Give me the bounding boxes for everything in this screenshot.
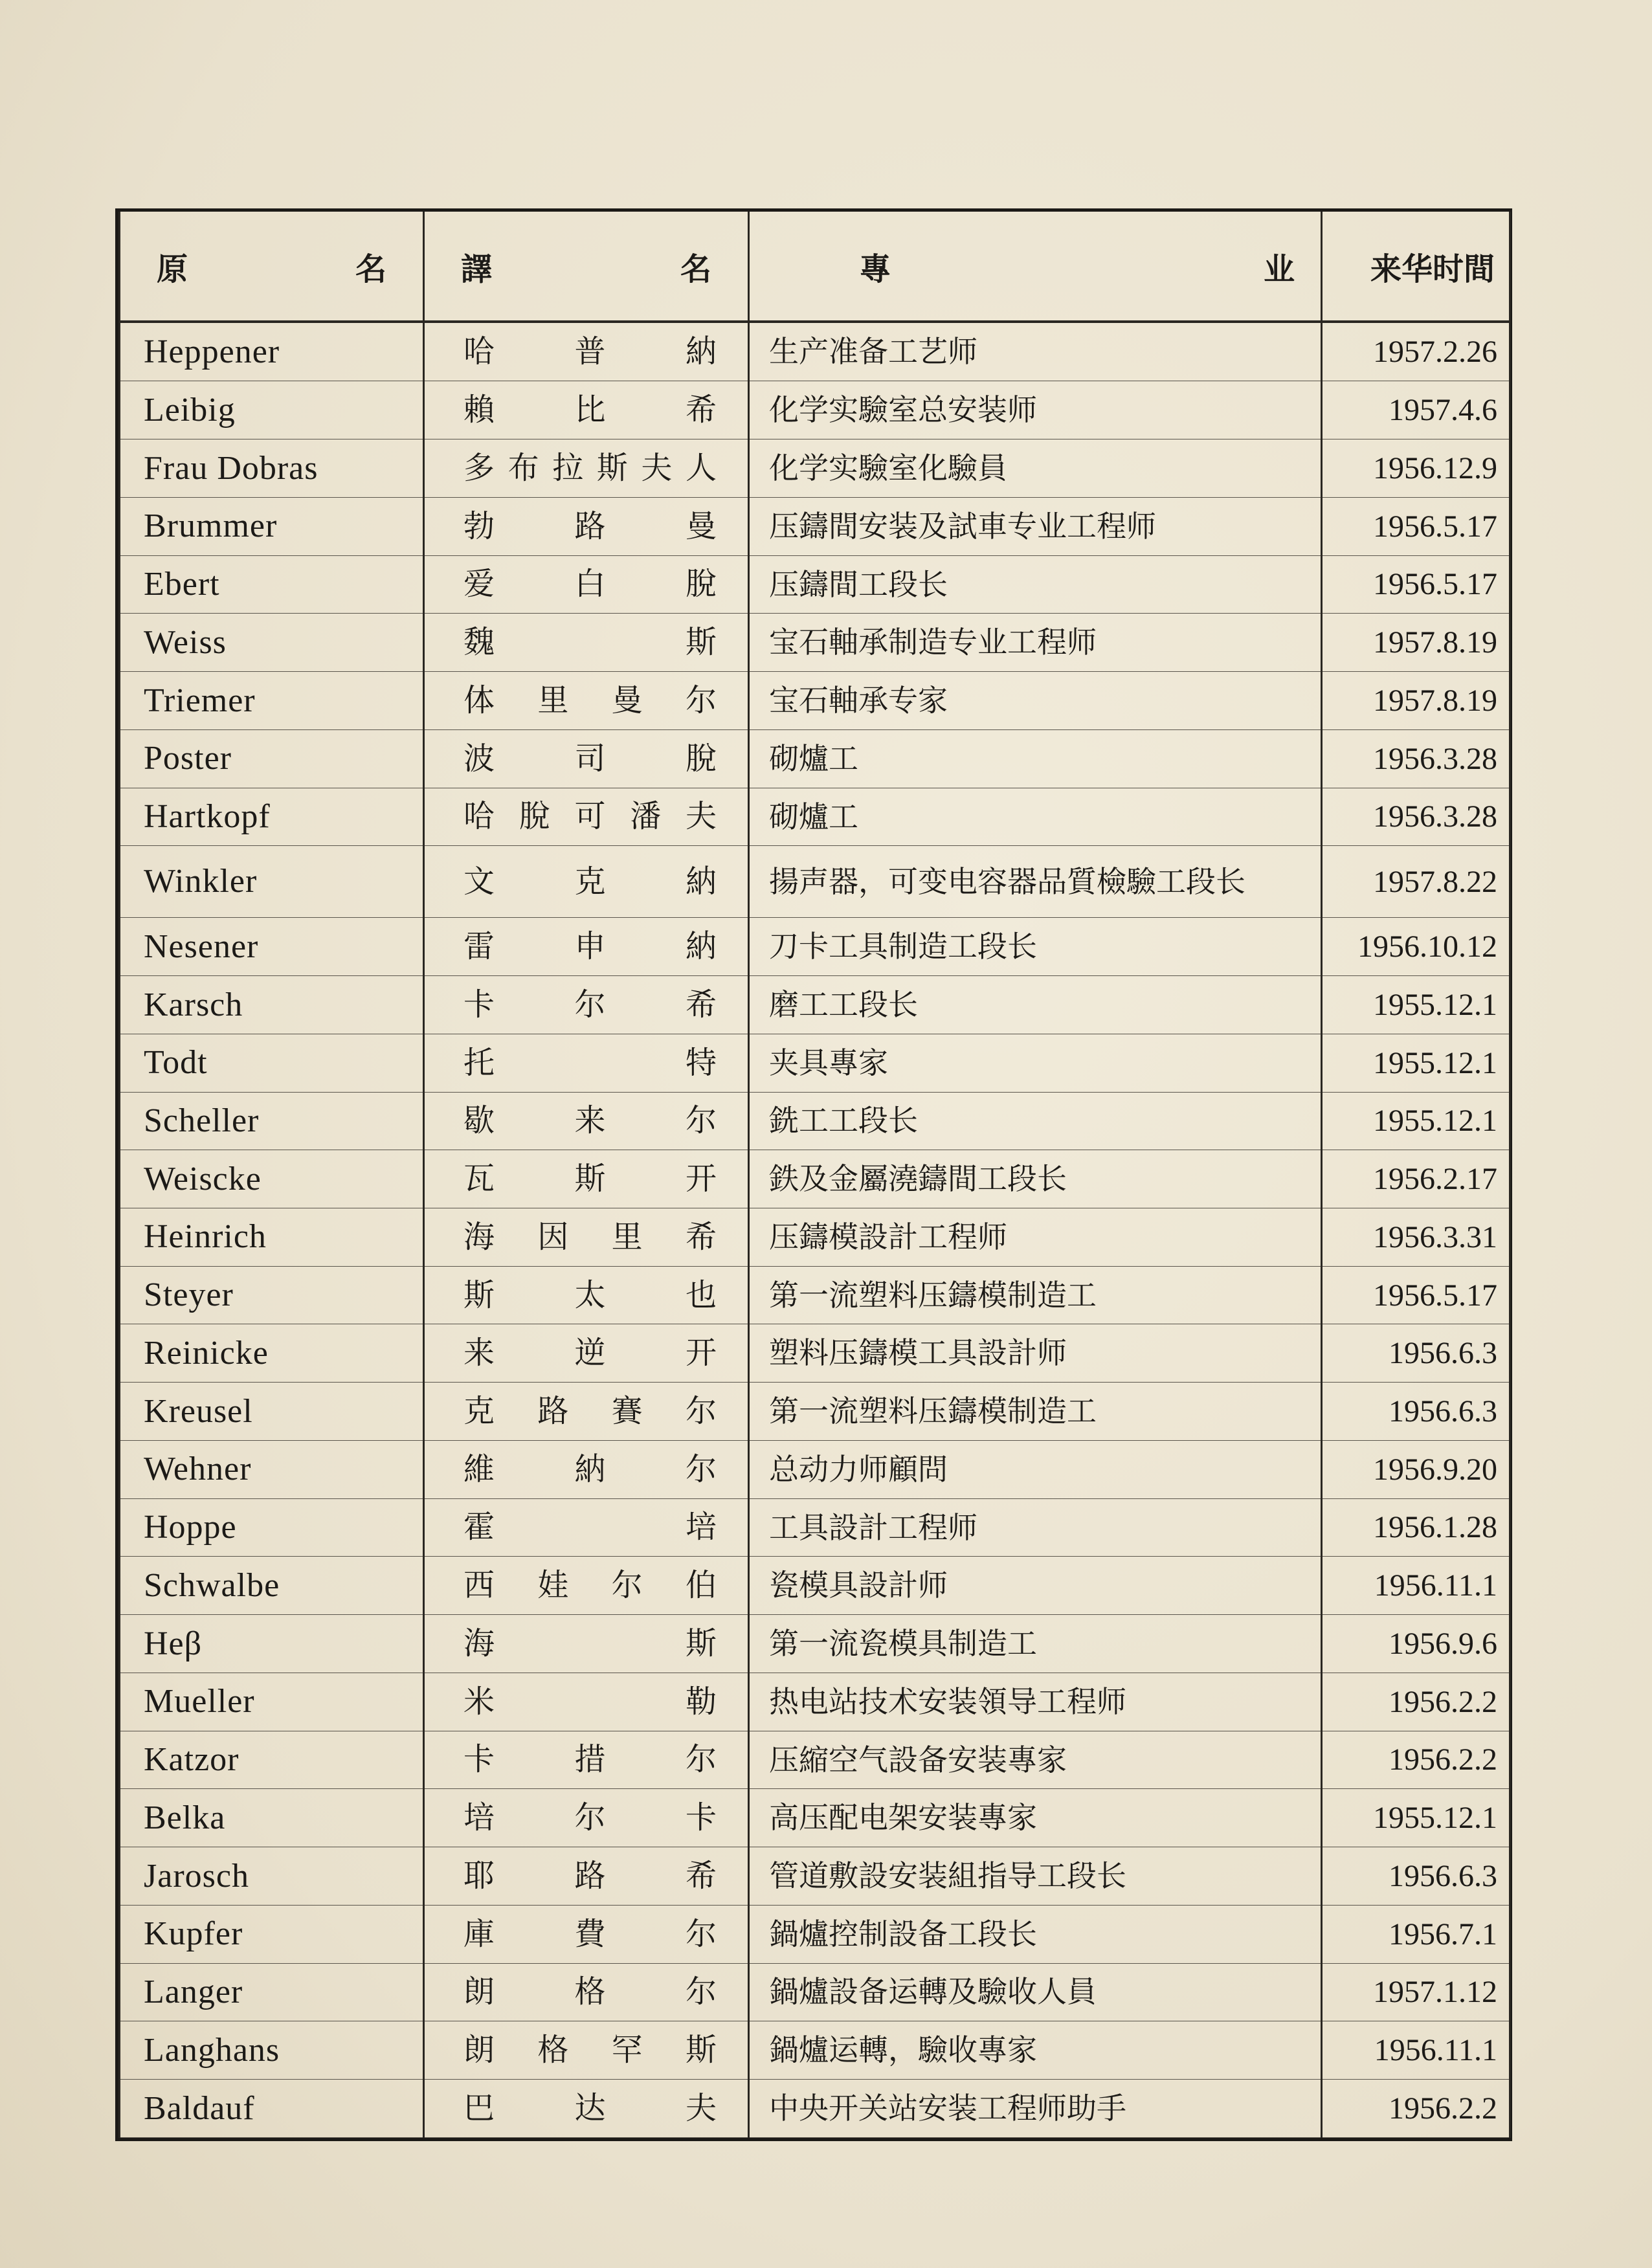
cell-arrival-date: 1956.3.28 xyxy=(1322,788,1510,846)
translated-name-char: 賴 xyxy=(463,392,495,428)
cell-arrival-date: 1956.9.6 xyxy=(1322,1615,1510,1673)
translated-name-char: 特 xyxy=(685,1044,717,1081)
cell-original-name: Karsch xyxy=(120,976,424,1034)
translated-name-char: 克 xyxy=(463,1392,495,1429)
cell-translated-name xyxy=(424,1731,749,1789)
cell-arrival-date: 1956.7.1 xyxy=(1322,1905,1510,1963)
translated-name-char: 措 xyxy=(574,1741,606,1778)
header-translated-name-char-1: 譯 xyxy=(461,250,493,287)
translated-name-char: 尔 xyxy=(685,1102,717,1139)
cell-original-name: Heβ xyxy=(120,1615,424,1673)
cell-translated-name xyxy=(424,2080,749,2138)
translated-name-text xyxy=(463,1103,717,1139)
cell-original-name: Weiss xyxy=(120,614,424,672)
cell-translated-name xyxy=(424,1266,749,1324)
translated-name-char: 希 xyxy=(685,1857,717,1894)
table-row xyxy=(120,381,1510,439)
cell-translated-name xyxy=(424,672,749,730)
translated-name-char: 脫 xyxy=(685,740,717,777)
cell-arrival-date: 1956.5.17 xyxy=(1322,497,1510,555)
cell-translated-name xyxy=(424,1208,749,1267)
translated-name-text xyxy=(463,334,717,370)
cell-original-name: Scheller xyxy=(120,1092,424,1150)
translated-name-char: 托 xyxy=(463,1044,495,1081)
cell-profession: 高压配电架安装專家 xyxy=(749,1789,1322,1847)
cell-arrival-date: 1955.12.1 xyxy=(1322,976,1510,1034)
translated-name-char: 庫 xyxy=(463,1915,495,1952)
cell-original-name: Schwalbe xyxy=(120,1557,424,1615)
translated-name-char: 海 xyxy=(463,1625,495,1662)
cell-translated-name xyxy=(424,381,749,439)
translated-name-char: 朗 xyxy=(463,1973,495,2010)
translated-name-char: 脫 xyxy=(685,566,717,603)
cell-translated-name xyxy=(424,729,749,788)
translated-name-char: 曼 xyxy=(685,507,717,544)
translated-name-char: 路 xyxy=(574,507,606,544)
cell-translated-name xyxy=(424,1847,749,1906)
cell-translated-name xyxy=(424,1615,749,1673)
cell-original-name: Wehner xyxy=(120,1440,424,1498)
translated-name-char: 哈 xyxy=(463,333,495,370)
translated-name-char: 曼 xyxy=(611,682,643,718)
cell-profession: 热电站技术安装領导工程师 xyxy=(749,1673,1322,1731)
translated-name-char: 卡 xyxy=(685,1799,717,1836)
expert-table-frame xyxy=(115,208,1512,2141)
translated-name-char: 里 xyxy=(537,682,569,718)
cell-arrival-date: 1957.8.19 xyxy=(1322,672,1510,730)
cell-profession: 銑工工段长 xyxy=(749,1092,1322,1150)
translated-name-text xyxy=(463,683,717,718)
table-row xyxy=(120,1789,1510,1847)
cell-original-name: Belka xyxy=(120,1789,424,1847)
header-original-name-char-2: 名 xyxy=(355,250,386,287)
translated-name-char: 太 xyxy=(574,1276,606,1313)
cell-original-name: Frau Dobras xyxy=(120,439,424,498)
translated-name-char: 尔 xyxy=(685,1741,717,1778)
table-row xyxy=(120,614,1510,672)
cell-original-name: Katzor xyxy=(120,1731,424,1789)
table-row xyxy=(120,497,1510,555)
translated-name-char: 夫 xyxy=(685,798,717,835)
translated-name-char: 希 xyxy=(685,392,717,428)
translated-name-char: 納 xyxy=(574,1451,606,1487)
translated-name-char: 开 xyxy=(685,1335,717,1372)
translated-name-char: 希 xyxy=(685,1218,717,1255)
cell-arrival-date: 1955.12.1 xyxy=(1322,1789,1510,1847)
cell-translated-name xyxy=(424,1557,749,1615)
translated-name-char: 耶 xyxy=(463,1857,495,1894)
translated-name-char: 路 xyxy=(574,1857,606,1894)
table-row xyxy=(120,439,1510,498)
cell-profession: 工具設計工程师 xyxy=(749,1498,1322,1557)
cell-original-name: Baldauf xyxy=(120,2080,424,2138)
translated-name-char: 因 xyxy=(537,1218,569,1255)
table-row xyxy=(120,1557,1510,1615)
translated-name-text xyxy=(463,1278,717,1313)
header-translated-name xyxy=(424,212,749,322)
cell-profession: 揚声器，可变电容器品質檢驗工段长 xyxy=(749,846,1322,918)
cell-translated-name xyxy=(424,1673,749,1731)
translated-name-text xyxy=(463,1684,717,1720)
cell-translated-name xyxy=(424,1383,749,1441)
translated-name-char: 卡 xyxy=(463,1741,495,1778)
cell-translated-name xyxy=(424,788,749,846)
translated-name-text xyxy=(463,1219,717,1255)
table-row xyxy=(120,1673,1510,1731)
cell-arrival-date: 1956.10.12 xyxy=(1322,918,1510,976)
translated-name-char: 費 xyxy=(574,1915,606,1952)
expert-table xyxy=(118,212,1511,2138)
cell-translated-name xyxy=(424,555,749,614)
translated-name-char: 可 xyxy=(574,798,606,835)
translated-name-char: 朗 xyxy=(463,2032,495,2069)
cell-profession: 鍋爐控制設备工段长 xyxy=(749,1905,1322,1963)
table-row xyxy=(120,1731,1510,1789)
cell-profession: 瓷模具設計师 xyxy=(749,1557,1322,1615)
cell-translated-name xyxy=(424,1440,749,1498)
translated-name-text xyxy=(463,1974,717,2010)
translated-name-char: 斯 xyxy=(574,1161,606,1197)
translated-name-char: 多 xyxy=(463,449,495,486)
translated-name-char: 雷 xyxy=(463,928,495,965)
translated-name-char: 培 xyxy=(685,1509,717,1546)
translated-name-text xyxy=(463,799,717,834)
table-row xyxy=(120,1847,1510,1906)
translated-name-char: 勒 xyxy=(685,1683,717,1720)
translated-name-char: 路 xyxy=(537,1392,569,1429)
translated-name-text xyxy=(463,2032,717,2068)
table-row xyxy=(120,2021,1510,2080)
cell-profession: 压鑄間工段长 xyxy=(749,555,1322,614)
cell-translated-name xyxy=(424,322,749,381)
translated-name-text xyxy=(463,1626,717,1662)
translated-name-char: 普 xyxy=(574,333,606,370)
translated-name-char: 比 xyxy=(574,392,606,428)
translated-name-text xyxy=(463,987,717,1023)
table-row xyxy=(120,846,1510,918)
cell-original-name: Kreusel xyxy=(120,1383,424,1441)
cell-profession: 压鑄模設計工程师 xyxy=(749,1208,1322,1267)
cell-translated-name xyxy=(424,1034,749,1092)
translated-name-text xyxy=(463,1045,717,1081)
header-translated-name-char-2: 名 xyxy=(680,250,711,287)
table-row xyxy=(120,1034,1510,1092)
cell-profession: 管道敷設安装組指导工段长 xyxy=(749,1847,1322,1906)
translated-name-char: 哈 xyxy=(463,798,495,835)
translated-name-char: 尔 xyxy=(685,1915,717,1952)
translated-name-text xyxy=(463,1452,717,1487)
translated-name-text xyxy=(463,1917,717,1952)
translated-name-char: 尔 xyxy=(574,1799,606,1836)
cell-profession: 化学实驗室总安装师 xyxy=(749,381,1322,439)
translated-name-char: 也 xyxy=(685,1276,717,1313)
translated-name-text xyxy=(463,1335,717,1371)
cell-profession: 夹具專家 xyxy=(749,1034,1322,1092)
cell-original-name: Langhans xyxy=(120,2021,424,2080)
translated-name-char: 尔 xyxy=(611,1567,643,1604)
translated-name-char: 魏 xyxy=(463,624,495,661)
cell-original-name: Todt xyxy=(120,1034,424,1092)
translated-name-char: 来 xyxy=(574,1102,606,1139)
table-row xyxy=(120,1383,1510,1441)
cell-translated-name xyxy=(424,1905,749,1963)
translated-name-char: 勃 xyxy=(463,507,495,544)
cell-original-name: Brummer xyxy=(120,497,424,555)
cell-arrival-date: 1957.8.19 xyxy=(1322,614,1510,672)
translated-name-char: 克 xyxy=(574,863,606,900)
cell-arrival-date: 1956.3.31 xyxy=(1322,1208,1510,1267)
translated-name-char: 申 xyxy=(574,928,606,965)
translated-name-char: 海 xyxy=(463,1218,495,1255)
table-row xyxy=(120,729,1510,788)
table-row xyxy=(120,322,1510,381)
translated-name-char: 夫 xyxy=(641,449,673,486)
translated-name-char: 波 xyxy=(463,740,495,777)
translated-name-char: 納 xyxy=(685,863,717,900)
table-row xyxy=(120,672,1510,730)
cell-translated-name xyxy=(424,439,749,498)
table-row xyxy=(120,1440,1510,1498)
translated-name-char: 納 xyxy=(685,333,717,370)
translated-name-char: 人 xyxy=(685,449,717,486)
cell-arrival-date: 1956.11.1 xyxy=(1322,1557,1510,1615)
translated-name-char: 白 xyxy=(574,566,606,603)
cell-original-name: Reinicke xyxy=(120,1324,424,1383)
table-row xyxy=(120,1905,1510,1963)
translated-name-char: 瓦 xyxy=(463,1161,495,1197)
translated-name-text xyxy=(463,929,717,964)
translated-name-char: 斯 xyxy=(685,624,717,661)
cell-original-name: Steyer xyxy=(120,1266,424,1324)
cell-arrival-date: 1956.2.2 xyxy=(1322,2080,1510,2138)
cell-original-name: Weiscke xyxy=(120,1150,424,1208)
cell-original-name: Hartkopf xyxy=(120,788,424,846)
translated-name-char: 尔 xyxy=(685,1392,717,1429)
table-row xyxy=(120,555,1510,614)
cell-original-name: Leibig xyxy=(120,381,424,439)
translated-name-char: 維 xyxy=(463,1451,495,1487)
translated-name-char: 夫 xyxy=(685,2089,717,2126)
cell-arrival-date: 1957.1.12 xyxy=(1322,1963,1510,2021)
translated-name-char: 伯 xyxy=(685,1567,717,1604)
translated-name-text xyxy=(463,1568,717,1603)
translated-name-text xyxy=(463,1858,717,1894)
translated-name-char: 脫 xyxy=(519,798,550,835)
cell-original-name: Ebert xyxy=(120,555,424,614)
cell-arrival-date: 1956.6.3 xyxy=(1322,1324,1510,1383)
translated-name-text xyxy=(463,741,717,777)
translated-name-char: 尔 xyxy=(685,1973,717,2010)
cell-profession: 鉄及金屬澆鑄間工段长 xyxy=(749,1150,1322,1208)
cell-arrival-date: 1955.12.1 xyxy=(1322,1034,1510,1092)
table-row xyxy=(120,1266,1510,1324)
cell-original-name: Winkler xyxy=(120,846,424,918)
cell-profession: 鍋爐运轉，驗收專家 xyxy=(749,2021,1322,2080)
translated-name-char: 格 xyxy=(537,2032,569,2069)
translated-name-char: 歇 xyxy=(463,1102,495,1139)
translated-name-char: 西 xyxy=(463,1567,495,1604)
cell-arrival-date: 1956.12.9 xyxy=(1322,439,1510,498)
translated-name-text xyxy=(463,1509,717,1545)
table-row xyxy=(120,1150,1510,1208)
translated-name-text xyxy=(463,2091,717,2126)
translated-name-char: 尔 xyxy=(685,1451,717,1487)
cell-original-name: Hoppe xyxy=(120,1498,424,1557)
translated-name-char: 开 xyxy=(685,1161,717,1197)
cell-profession: 压鑄間安装及試車专业工程师 xyxy=(749,497,1322,555)
header-profession-char-1: 專 xyxy=(860,250,891,287)
cell-arrival-date: 1956.6.3 xyxy=(1322,1383,1510,1441)
table-row xyxy=(120,918,1510,976)
translated-name-text xyxy=(463,566,717,602)
translated-name-char: 卡 xyxy=(463,986,495,1023)
table-row xyxy=(120,976,1510,1034)
table-row xyxy=(120,1615,1510,1673)
cell-arrival-date: 1956.6.3 xyxy=(1322,1847,1510,1906)
cell-original-name: Poster xyxy=(120,729,424,788)
translated-name-char: 巴 xyxy=(463,2089,495,2126)
cell-arrival-date: 1956.5.17 xyxy=(1322,1266,1510,1324)
translated-name-char: 米 xyxy=(463,1683,495,1720)
cell-arrival-date: 1955.12.1 xyxy=(1322,1092,1510,1150)
translated-name-char: 尔 xyxy=(685,682,717,718)
table-row xyxy=(120,1498,1510,1557)
translated-name-char: 娃 xyxy=(537,1567,569,1604)
translated-name-char: 尔 xyxy=(574,986,606,1023)
cell-original-name: Langer xyxy=(120,1963,424,2021)
translated-name-char: 来 xyxy=(463,1335,495,1372)
cell-arrival-date: 1957.8.22 xyxy=(1322,846,1510,918)
translated-name-char: 文 xyxy=(463,863,495,900)
translated-name-char: 賽 xyxy=(611,1392,643,1429)
cell-translated-name xyxy=(424,497,749,555)
header-original-name-char-1: 原 xyxy=(157,250,188,287)
cell-arrival-date: 1956.9.20 xyxy=(1322,1440,1510,1498)
table-header-row xyxy=(120,212,1510,322)
cell-profession: 宝石軸承专家 xyxy=(749,672,1322,730)
translated-name-char: 布 xyxy=(508,449,539,486)
cell-arrival-date: 1956.11.1 xyxy=(1322,2021,1510,2080)
cell-arrival-date: 1956.3.28 xyxy=(1322,729,1510,788)
translated-name-char: 斯 xyxy=(685,1625,717,1662)
cell-original-name: Heppener xyxy=(120,322,424,381)
cell-original-name: Kupfer xyxy=(120,1905,424,1963)
table-row xyxy=(120,1963,1510,2021)
cell-profession: 生产准备工艺师 xyxy=(749,322,1322,381)
translated-name-text xyxy=(463,864,717,900)
translated-name-char: 斯 xyxy=(685,2032,717,2069)
cell-translated-name xyxy=(424,846,749,918)
table-row xyxy=(120,1208,1510,1267)
table-row xyxy=(120,2080,1510,2138)
header-profession xyxy=(749,212,1322,322)
header-arrival-time: 来华时間 xyxy=(1322,212,1510,322)
translated-name-char: 司 xyxy=(574,740,606,777)
header-original-name xyxy=(120,212,424,322)
cell-profession: 刀卡工具制造工段长 xyxy=(749,918,1322,976)
cell-profession: 压縮空气設备安装專家 xyxy=(749,1731,1322,1789)
cell-translated-name xyxy=(424,1324,749,1383)
header-profession-char-2: 业 xyxy=(1263,250,1295,287)
cell-translated-name xyxy=(424,1150,749,1208)
cell-profession: 总动力师顧問 xyxy=(749,1440,1322,1498)
cell-original-name: Mueller xyxy=(120,1673,424,1731)
translated-name-char: 納 xyxy=(685,928,717,965)
translated-name-char: 爱 xyxy=(463,566,495,603)
cell-translated-name xyxy=(424,918,749,976)
cell-translated-name xyxy=(424,1963,749,2021)
translated-name-text xyxy=(463,625,717,660)
cell-translated-name xyxy=(424,1498,749,1557)
cell-original-name: Heinrich xyxy=(120,1208,424,1267)
table-row xyxy=(120,788,1510,846)
cell-arrival-date: 1956.2.2 xyxy=(1322,1673,1510,1731)
cell-arrival-date: 1956.1.28 xyxy=(1322,1498,1510,1557)
cell-profession: 化学实驗室化驗員 xyxy=(749,439,1322,498)
translated-name-char: 希 xyxy=(685,986,717,1023)
translated-name-char: 霍 xyxy=(463,1509,495,1546)
cell-translated-name xyxy=(424,1092,749,1150)
cell-arrival-date: 1956.2.2 xyxy=(1322,1731,1510,1789)
cell-profession: 磨工工段长 xyxy=(749,976,1322,1034)
translated-name-char: 体 xyxy=(463,682,495,718)
cell-arrival-date: 1956.2.17 xyxy=(1322,1150,1510,1208)
translated-name-text xyxy=(463,509,717,544)
translated-name-char: 斯 xyxy=(596,449,628,486)
cell-profession: 第一流塑料压鑄模制造工 xyxy=(749,1383,1322,1441)
cell-translated-name xyxy=(424,1789,749,1847)
table-row xyxy=(120,1324,1510,1383)
cell-arrival-date: 1957.4.6 xyxy=(1322,381,1510,439)
translated-name-text xyxy=(463,1800,717,1836)
cell-original-name: Triemer xyxy=(120,672,424,730)
translated-name-char: 达 xyxy=(574,2089,606,2126)
cell-profession: 塑料压鑄模工具設計师 xyxy=(749,1324,1322,1383)
cell-translated-name xyxy=(424,976,749,1034)
cell-profession: 第一流塑料压鑄模制造工 xyxy=(749,1266,1322,1324)
translated-name-text xyxy=(463,450,717,486)
cell-original-name: Jarosch xyxy=(120,1847,424,1906)
cell-original-name: Nesener xyxy=(120,918,424,976)
translated-name-char: 罕 xyxy=(611,2032,643,2069)
translated-name-char: 斯 xyxy=(463,1276,495,1313)
cell-profession: 第一流瓷模具制造工 xyxy=(749,1615,1322,1673)
translated-name-text xyxy=(463,1742,717,1777)
translated-name-char: 格 xyxy=(574,1973,606,2010)
translated-name-text xyxy=(463,1394,717,1429)
translated-name-char: 潘 xyxy=(630,798,662,835)
table-row xyxy=(120,1092,1510,1150)
cell-profession: 中央开关站安装工程师助手 xyxy=(749,2080,1322,2138)
translated-name-char: 培 xyxy=(463,1799,495,1836)
cell-translated-name xyxy=(424,614,749,672)
translated-name-char: 里 xyxy=(611,1218,643,1255)
translated-name-text xyxy=(463,1161,717,1197)
cell-profession: 鍋爐設备运轉及驗收人員 xyxy=(749,1963,1322,2021)
cell-profession: 砌爐工 xyxy=(749,788,1322,846)
translated-name-text xyxy=(463,392,717,428)
cell-translated-name xyxy=(424,2021,749,2080)
cell-profession: 宝石軸承制造专业工程师 xyxy=(749,614,1322,672)
cell-arrival-date: 1956.5.17 xyxy=(1322,555,1510,614)
translated-name-char: 拉 xyxy=(552,449,584,486)
cell-arrival-date: 1957.2.26 xyxy=(1322,322,1510,381)
cell-profession: 砌爐工 xyxy=(749,729,1322,788)
translated-name-char: 逆 xyxy=(574,1335,606,1372)
